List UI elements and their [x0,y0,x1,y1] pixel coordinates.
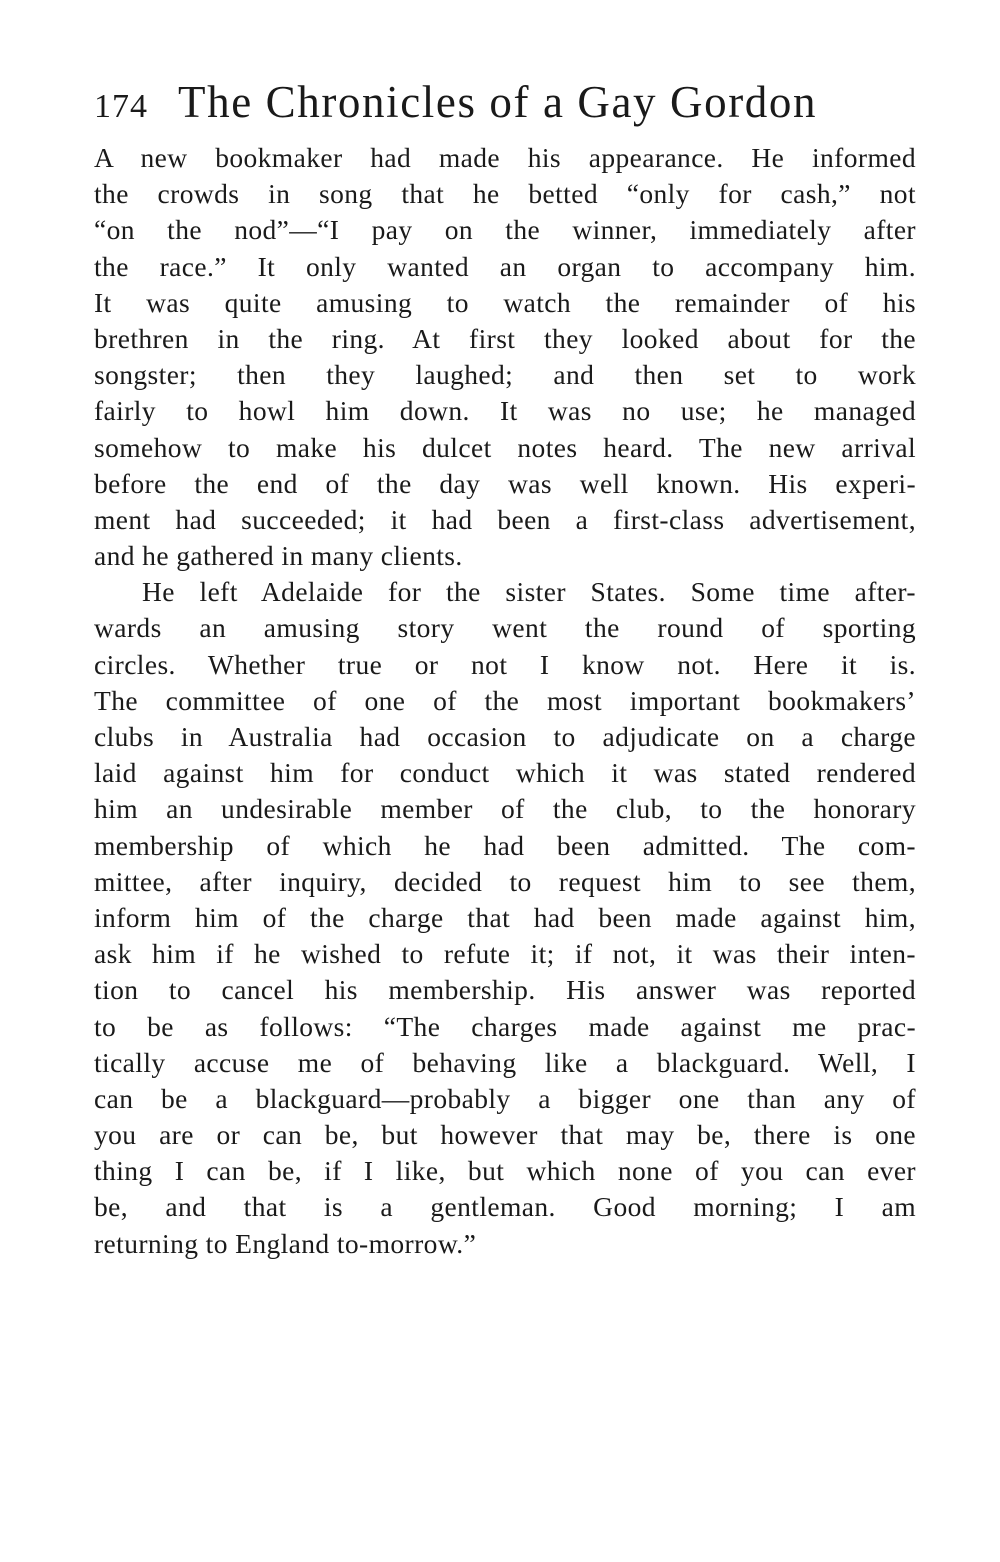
text-line: membership of which he had been admitted. The com- [94,829,916,861]
text-line: ask him if he wished to refute it; if not, it was their inten- [94,938,916,970]
text-line: fairly to howl him down. It was no use; he managed [94,395,916,427]
text-line: circles. Whether true or not I know not. Here it is. [94,648,916,680]
text-line: It was quite amusing to watch the remainder of his [94,286,916,318]
running-title: The Chronicles of a Gay Gordon [178,77,818,127]
text-line: tion to cancel his membership. His answer was reported [94,974,916,1006]
text-line: thing I can be, if I like, but which none of you can ever [94,1155,916,1187]
text-line: wards an amusing story went the round of sporting [94,612,916,644]
text-line: brethren in the ring. At first they looked about for the [94,322,916,354]
running-head [94,76,916,138]
text-line: “on the nod”—“I pay on the winner, immediately after [94,214,916,246]
body-text [94,140,916,1262]
text-line: him an undesirable member of the club, to the honorary [94,793,916,825]
book-page [94,76,916,1262]
text-line: and he gathered in many clients. [94,540,463,572]
text-line: He left Adelaide for the sister States. Some time after- [142,576,916,608]
text-line: returning to England to-morrow.” [94,1227,477,1259]
text-line: you are or can be, but however that may be, there is one [94,1119,916,1151]
text-line: before the end of the day was well known. His experi- [94,467,916,499]
text-line: be, and that is a gentleman. Good morning; I am [94,1191,916,1223]
text-line: to be as follows: “The charges made against me prac- [94,1010,916,1042]
page-number: 174 [94,88,148,125]
text-line: mittee, after inquiry, decided to request him to see them, [94,865,916,897]
text-line: laid against him for conduct which it was stated rendered [94,757,916,789]
text-line: can be a blackguard—probably a bigger one than any of [94,1082,916,1114]
text-line: songster; then they laughed; and then set to work [94,359,916,391]
text-line: tically accuse me of behaving like a blackguard. Well, I [94,1046,916,1078]
text-line: somehow to make his dulcet notes heard. The new arrival [94,431,916,463]
text-line: A new bookmaker had made his appearance. He informed [94,142,916,173]
text-line: inform him of the charge that had been made against him, [94,901,916,933]
text-line: ment had succeeded; it had been a first-class advertisement, [94,503,916,535]
text-line: the race.” It only wanted an organ to accompany him. [94,250,916,282]
text-line: The committee of one of the most important bookmakers’ [94,684,916,716]
text-line: the crowds in song that he betted “only for cash,” not [94,178,916,210]
text-line: clubs in Australia had occasion to adjudicate on a charge [94,721,916,752]
